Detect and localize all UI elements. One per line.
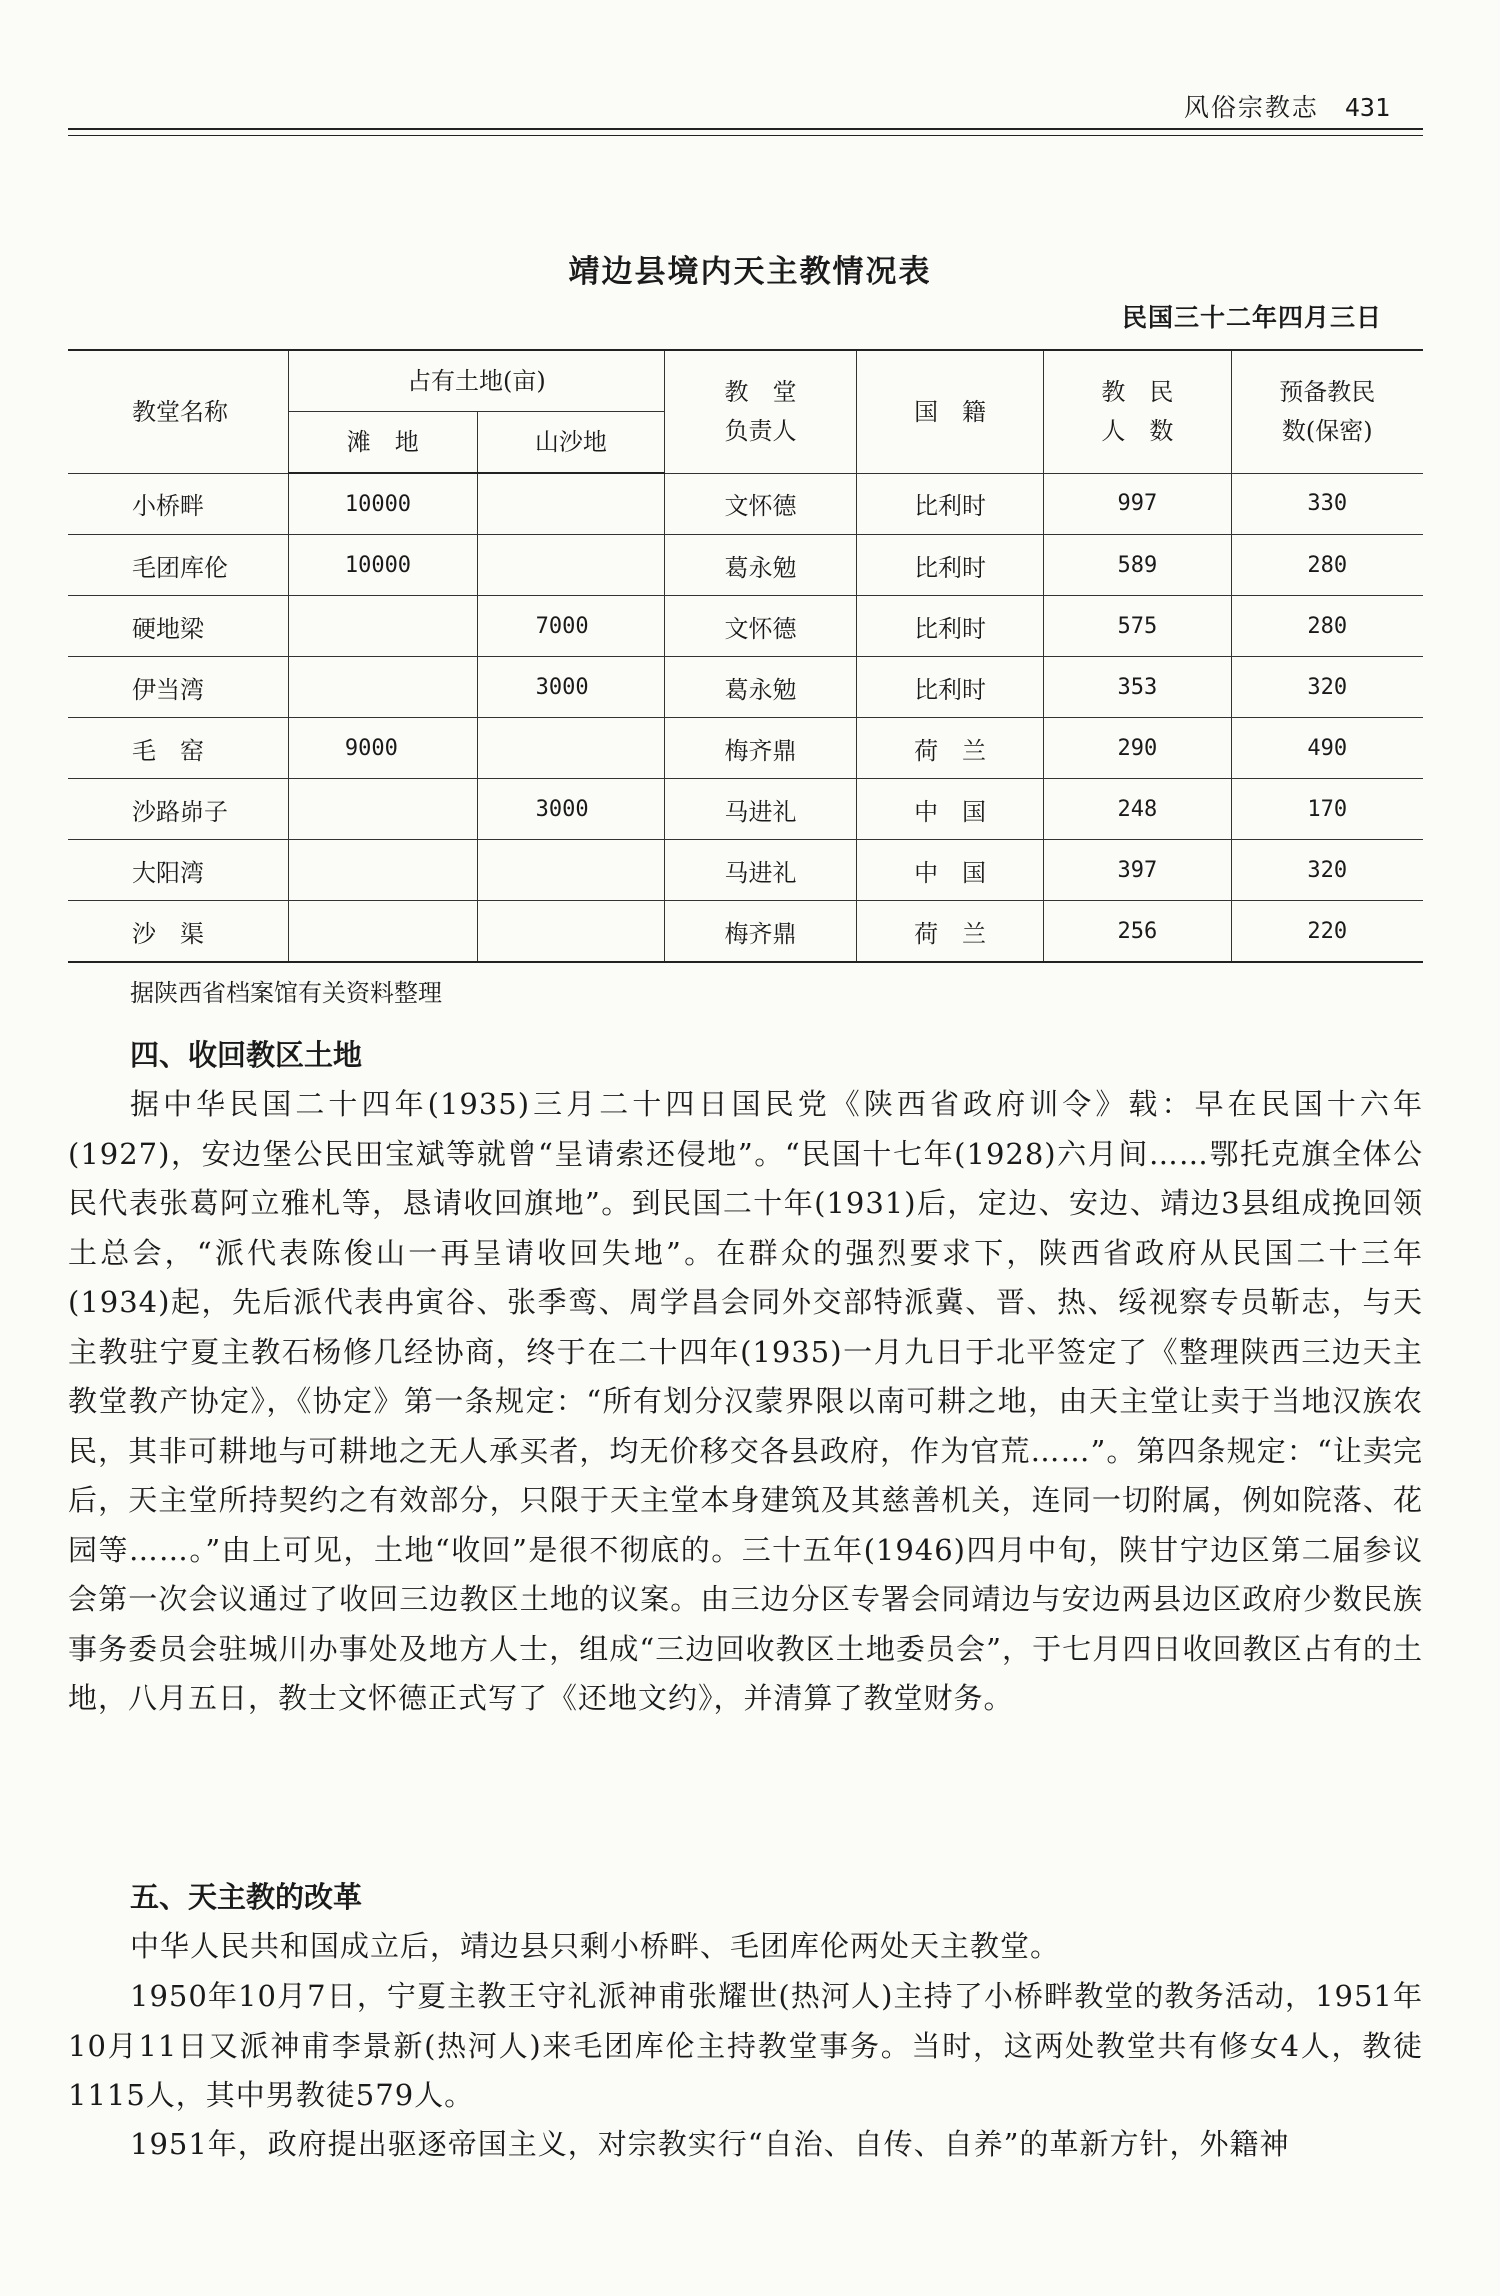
header-leader-line2: 负责人: [724, 416, 797, 445]
section-5-heading: 五、天主教的改革: [130, 1880, 363, 1914]
cell-sandy: [477, 473, 664, 535]
cell-name: 沙路峁子: [68, 779, 288, 840]
cell-beach: [288, 779, 477, 840]
cell-leader: 马进礼: [665, 779, 857, 840]
header-reserve: [1231, 350, 1423, 473]
cell-leader: 文怀德: [665, 596, 857, 657]
cell-beach: 10000: [288, 473, 477, 535]
cell-beach: [288, 901, 477, 963]
cell-sandy: 3000: [477, 657, 664, 718]
cell-sandy: [477, 901, 664, 963]
table-source-note: 据陕西省档案馆有关资料整理: [130, 979, 442, 1007]
cell-sandy: [477, 718, 664, 779]
page-number: 431: [1344, 93, 1390, 122]
header-reserve-line2: 数(保密): [1281, 416, 1373, 445]
cell-members: 397: [1044, 840, 1231, 901]
cell-reserve: 170: [1231, 779, 1423, 840]
cell-beach: [288, 657, 477, 718]
cell-reserve: 490: [1231, 718, 1423, 779]
cell-beach: 9000: [288, 718, 477, 779]
cell-reserve: 220: [1231, 901, 1423, 963]
header-nationality: 国 籍: [856, 350, 1043, 473]
cell-reserve: 280: [1231, 596, 1423, 657]
header-reserve-line1: 预备教民: [1279, 378, 1376, 407]
cell-reserve: 330: [1231, 473, 1423, 535]
header-rule: [68, 128, 1423, 130]
cell-leader: 梅齐鼎: [665, 901, 857, 963]
section-5-paragraph-2: 1950年10月7日，宁夏主教王守礼派神甫张耀世(热河人)主持了小桥畔教堂的教务活动，1951年10月11日又派神甫李景新(热河人)来毛团库伦主持教堂事务。当时，这两处教堂共有修女4人，教徒1115人，其中男教徒579人。: [68, 1979, 1423, 2112]
cell-members: 589: [1044, 535, 1231, 596]
section-4-heading: 四、收回教区土地: [130, 1038, 363, 1072]
cell-nation: 中 国: [856, 840, 1043, 901]
cell-beach: [288, 840, 477, 901]
table-row: [68, 901, 1423, 963]
cell-nation: 比利时: [856, 473, 1043, 535]
cell-name: 伊当湾: [68, 657, 288, 718]
cell-leader: 梅齐鼎: [665, 718, 857, 779]
cell-members: 248: [1044, 779, 1231, 840]
cell-nation: 中 国: [856, 779, 1043, 840]
cell-name: 小桥畔: [68, 473, 288, 535]
cell-nation: 比利时: [856, 535, 1043, 596]
header-land-sandy: 山沙地: [477, 412, 664, 474]
cell-name: 毛团库伦: [68, 535, 288, 596]
table-row: [68, 718, 1423, 779]
cell-nation: 比利时: [856, 657, 1043, 718]
header-members: [1044, 350, 1231, 473]
running-head-section: 风俗宗教志: [1183, 93, 1319, 122]
cell-nation: 荷 兰: [856, 718, 1043, 779]
cell-members: 997: [1044, 473, 1231, 535]
header-church-name: 教堂名称: [68, 350, 288, 473]
section-5-paragraph-1: 中华人民共和国成立后，靖边县只剩小桥畔、毛团库伦两处天主教堂。: [130, 1929, 1061, 1963]
table-date: 民国三十二年四月三日: [1121, 303, 1382, 332]
cell-leader: 文怀德: [665, 473, 857, 535]
cell-name: 沙 渠: [68, 901, 288, 963]
cell-name: 硬地梁: [68, 596, 288, 657]
cell-leader: 马进礼: [665, 840, 857, 901]
cell-reserve: 320: [1231, 840, 1423, 901]
header-members-line2: 人 数: [1101, 416, 1174, 445]
cell-members: 353: [1044, 657, 1231, 718]
cell-nation: 比利时: [856, 596, 1043, 657]
cell-sandy: [477, 840, 664, 901]
cell-beach: [288, 596, 477, 657]
cell-sandy: 7000: [477, 596, 664, 657]
cell-beach: 10000: [288, 535, 477, 596]
cell-reserve: 320: [1231, 657, 1423, 718]
header-land-beach: 滩 地: [288, 412, 477, 474]
table-row: [68, 657, 1423, 718]
header-leader-line1: 教 堂: [724, 378, 797, 407]
cell-members: 290: [1044, 718, 1231, 779]
running-head: [1184, 88, 1390, 124]
section-4-paragraph: 据中华民国二十四年(1935)三月二十四日国民党《陕西省政府训令》载：早在民国十六年(1927)，安边堡公民田宝斌等就曾“呈请索还侵地”。“民国十七年(1928)六月间……鄂托克旗全体公民代表张葛阿立雅札等，恳请收回旗地”。到民国二十年(1931)后，定边、安边、靖边3县组成挽回领土总会，“派代表陈俊山一再呈请收回失地”。在群众的强烈要求下，陕西省政府从民国二十三年(1934)起，先后派代表冉寅谷、张季鸾、周学昌会同外交部特派冀、晋、热、绥视察专员靳志，与天主教驻宁夏主教石杨修几经协商，终于在二十四年(1935)一月九日于北平签定了《整理陕西三边天主教堂教产协定》，《协定》第一条规定：“所有划分汉蒙界限以南可耕之地，由天主堂让卖于当地汉族农民，其非可耕地与可耕地之无人承买者，均无价移交各县政府，作为官荒……”。第四条规定：“让卖完后，天主堂所持契约之有效部分，只限于天主堂本身建筑及其慈善机关，连同一切附属，例如院落、花园等……。”由上可见，土地“收回”是很不彻底的。三十五年(1946)四月中旬，陕甘宁边区第二届参议会第一次会议通过了收回三边教区土地的议案。由三边分区专署会同靖边与安边两县边区政府少数民族事务委员会驻城川办事处及地方人士，组成“三边回收教区土地委员会”，于七月四日收回教区占有的土地，八月五日，教士文怀德正式写了《还地文约》，并清算了教堂财务。: [68, 1087, 1423, 1715]
table-row: [68, 596, 1423, 657]
cell-name: 大阳湾: [68, 840, 288, 901]
table-row: [68, 840, 1423, 901]
cell-leader: 葛永勉: [665, 535, 857, 596]
cell-members: 575: [1044, 596, 1231, 657]
header-rule-thin: [68, 135, 1423, 136]
cell-name: 毛 窑: [68, 718, 288, 779]
cell-leader: 葛永勉: [665, 657, 857, 718]
catholic-churches-table: [68, 349, 1423, 963]
table-row: [68, 779, 1423, 840]
table-row: [68, 535, 1423, 596]
table-row: [68, 473, 1423, 535]
cell-nation: 荷 兰: [856, 901, 1043, 963]
cell-sandy: [477, 535, 664, 596]
cell-members: 256: [1044, 901, 1231, 963]
header-members-line1: 教 民: [1101, 378, 1174, 407]
cell-sandy: 3000: [477, 779, 664, 840]
header-land: 占有土地(亩): [288, 350, 664, 412]
section-5-paragraph-3: 1951年，政府提出驱逐帝国主义，对宗教实行“自治、自传、自养”的革新方针，外籍神: [130, 2127, 1290, 2161]
cell-reserve: 280: [1231, 535, 1423, 596]
table-title: 靖边县境内天主教情况表: [568, 254, 932, 290]
header-leader: [665, 350, 857, 473]
